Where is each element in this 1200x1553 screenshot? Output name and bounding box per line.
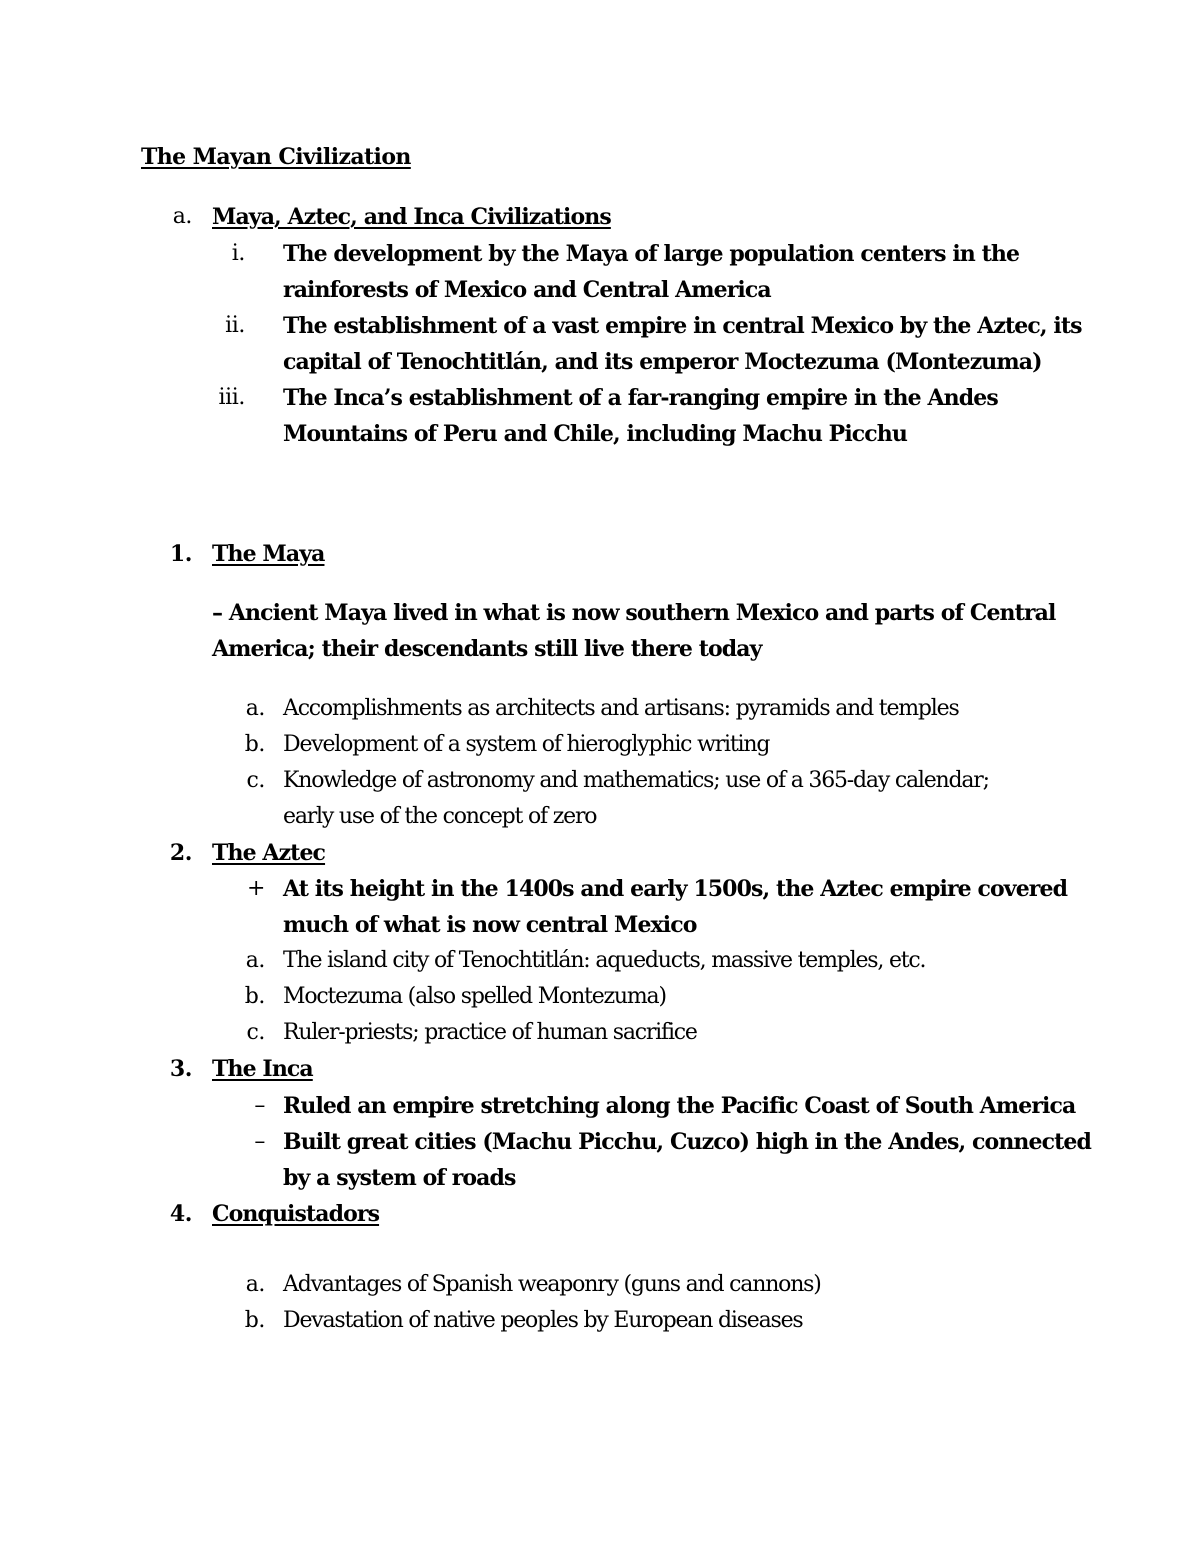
list-item-continuation <box>0 272 1200 308</box>
list-marker: b. <box>244 984 265 1009</box>
bullet-item-text: At its height in the 1400s and early 1500s, the Aztec empire covered <box>283 876 1068 902</box>
section-heading: The Inca <box>212 1056 313 1082</box>
list-item-text: Mountains of Peru and Chile, including Machu Picchu <box>283 421 907 447</box>
bullet-item-text: much of what is now central Mexico <box>283 912 697 938</box>
section-heading: The Aztec <box>212 840 326 866</box>
bullet-item-text: by a system of roads <box>283 1165 516 1191</box>
list-item-text: Advantages of Spanish weaponry (guns and cannons) <box>283 1272 821 1297</box>
list-item <box>0 1015 1200 1051</box>
list-item <box>0 308 1200 344</box>
list-marker: a. <box>245 696 265 721</box>
overview-heading: Maya, Aztec, and Inca Civilizations <box>212 204 611 230</box>
list-item-text: The development by the Maya of large population centers in the <box>283 241 1020 267</box>
list-item-text: Ruler-priests; practice of human sacrifice <box>283 1020 697 1045</box>
section-heading-row <box>0 1051 1200 1087</box>
list-item-continuation <box>0 799 1200 835</box>
list-item-text: The establishment of a vast empire in central Mexico by the Aztec, its <box>283 313 1082 339</box>
list-item <box>0 979 1200 1015</box>
bullet-marker: – <box>254 1093 265 1118</box>
bullet-item <box>0 1124 1200 1160</box>
list-marker: a. <box>172 204 192 229</box>
list-item-continuation <box>0 344 1200 380</box>
section-heading-row <box>0 1196 1200 1232</box>
section-heading-row <box>0 536 1200 572</box>
bullet-item <box>0 1088 1200 1124</box>
list-item <box>0 1267 1200 1303</box>
list-item-text: Development of a system of hieroglyphic writing <box>283 732 770 757</box>
overview-heading-row <box>0 199 1200 235</box>
bullet-item-continuation <box>0 907 1200 943</box>
list-marker: a. <box>245 948 265 973</box>
list-item-text: Accomplishments as architects and artisans: pyramids and temples <box>283 696 959 721</box>
bullet-item-text: Ruled an empire stretching along the Pacific Coast of South America <box>283 1093 1076 1119</box>
list-item-text: Knowledge of astronomy and mathematics; use of a 365-day calendar; <box>283 768 989 793</box>
section-number: 3. <box>169 1056 192 1082</box>
bullet-item-text: Built great cities (Machu Picchu, Cuzco) high in the Andes, connected <box>283 1129 1091 1155</box>
list-item-text: early use of the concept of zero <box>283 804 597 829</box>
list-marker: c. <box>246 768 265 793</box>
list-item-text: Moctezuma (also spelled Montezuma) <box>283 984 666 1009</box>
section-number: 2. <box>169 840 192 866</box>
section-number: 4. <box>169 1201 192 1227</box>
section-note-continuation <box>0 631 1200 667</box>
list-item <box>0 763 1200 799</box>
bullet-item-continuation <box>0 1160 1200 1196</box>
section-note-text: – Ancient Maya lived in what is now southern Mexico and parts of Central <box>212 600 1056 626</box>
list-item <box>0 236 1200 272</box>
section-heading: Conquistadors <box>212 1201 380 1227</box>
list-marker: c. <box>246 1020 265 1045</box>
list-marker: a. <box>245 1272 265 1297</box>
list-item-text: The Inca’s establishment of a far-ranging empire in the Andes <box>283 385 998 411</box>
list-item-text: capital of Tenochtitlán, and its emperor Moctezuma (Montezuma) <box>283 349 1042 375</box>
list-item <box>0 691 1200 727</box>
list-marker: i. <box>231 241 245 266</box>
list-item <box>0 727 1200 763</box>
section-note-text: America; their descendants still live there today <box>212 636 762 662</box>
list-item-text: The island city of Tenochtitlán: aqueducts, massive temples, etc. <box>283 948 926 973</box>
list-item-text: Devastation of native peoples by European diseases <box>283 1308 803 1333</box>
list-marker: iii. <box>218 385 245 410</box>
bullet-marker: + <box>246 876 265 901</box>
list-marker: b. <box>244 1308 265 1333</box>
bullet-marker: – <box>254 1129 265 1154</box>
list-item <box>0 943 1200 979</box>
document-title: The Mayan Civilization <box>141 144 411 170</box>
list-item <box>0 1303 1200 1339</box>
section-heading: The Maya <box>212 541 325 567</box>
section-heading-row <box>0 835 1200 871</box>
list-item-text: rainforests of Mexico and Central America <box>283 277 771 303</box>
list-marker: ii. <box>225 313 245 338</box>
bullet-item <box>0 871 1200 907</box>
section-note <box>0 595 1200 631</box>
section-number: 1. <box>169 541 192 567</box>
list-item <box>0 380 1200 416</box>
list-marker: b. <box>244 732 265 757</box>
list-item-continuation <box>0 416 1200 452</box>
